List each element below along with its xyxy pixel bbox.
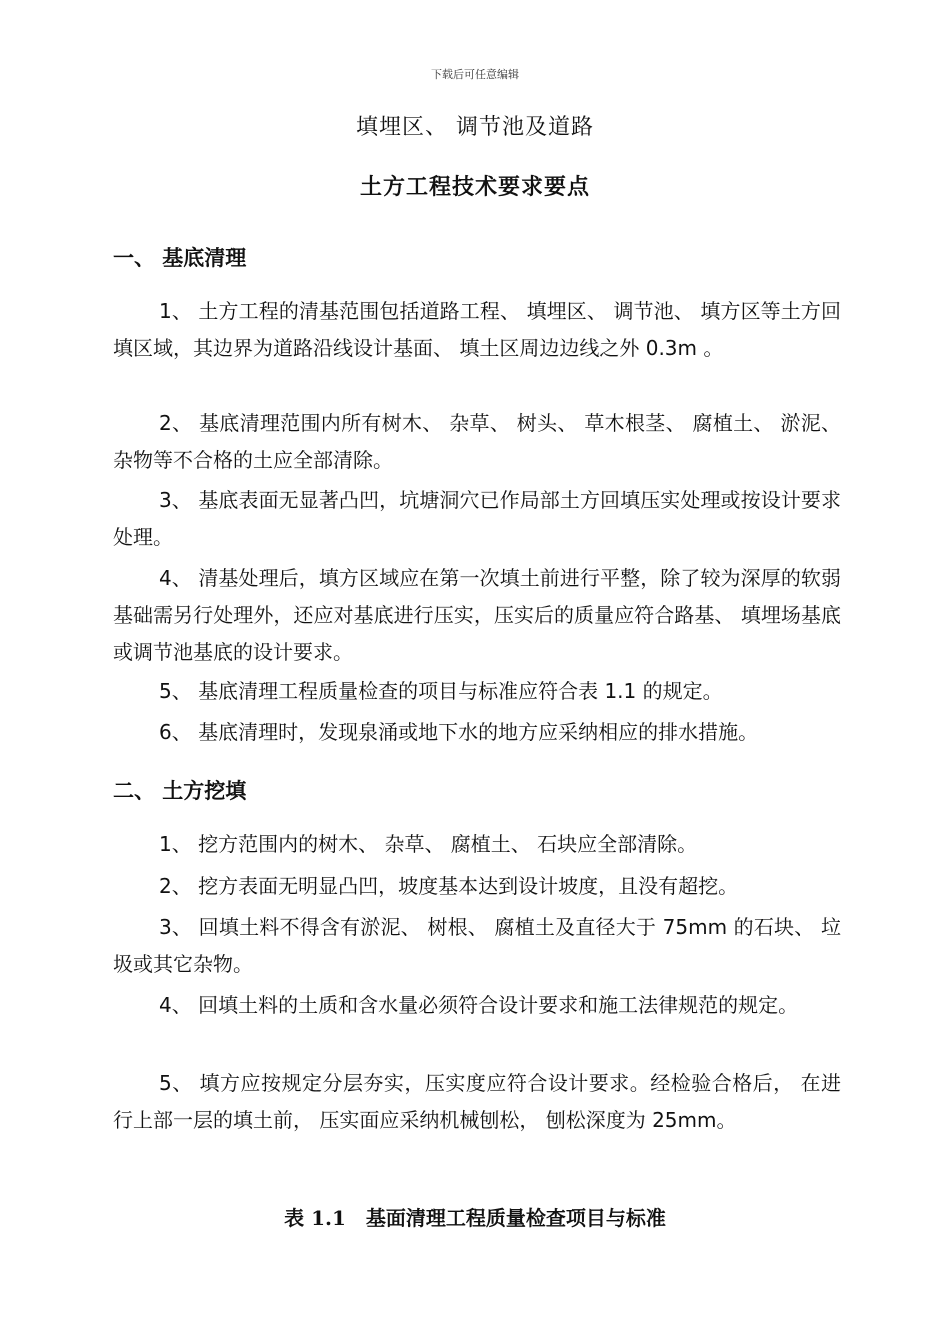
paragraph-1-5: 5、 基底清理工程质量检查的项目与标准应符合表 1.1 的规定。 (159, 679, 723, 703)
section-heading-2: 二、 土方挖填 (113, 779, 247, 803)
paragraph-2-4: 4、 回填土料的土质和含水量必须符合设计要求和施工法律规范的规定。 (159, 993, 799, 1017)
paragraph-2-5: 5、 填方应按规定分层夯实，压实度应符合设计要求。经检验合格后， 在进行上部一层的填土前， 压实面应采纳机械刨松， 刨松深度为 25mm。 (113, 1071, 841, 1132)
paragraph-1-6: 6、 基底清理时，发现泉涌或地下水的地方应采纳相应的排水措施。 (159, 720, 759, 744)
paragraph-2-1: 1、 挖方范围内的树木、 杂草、 腐植土、 石块应全部清除。 (159, 832, 698, 856)
table-caption: 表 1.1 基面清理工程质量检查项目与标准 (284, 1206, 666, 1230)
section-heading-1: 一、 基底清理 (113, 246, 247, 270)
header-note: 下载后可任意编辑 (431, 68, 519, 81)
document-title-line-2: 土方工程技术要求要点 (359, 175, 590, 200)
paragraph-1-4: 4、 清基处理后，填方区域应在第一次填土前进行平整，除了较为深厚的软弱基础需另行处理外，还应对基底进行压实，压实后的质量应符合路基、 填埋场基底或调节池基底的设计要求。 (113, 566, 841, 664)
document-title-line-1: 填埋区、 调节池及道路 (356, 115, 594, 140)
paragraph-2-2: 2、 挖方表面无明显凸凹，坡度基本达到设计坡度，且没有超挖。 (159, 874, 739, 898)
paragraph-1-2: 2、 基底清理范围内所有树木、 杂草、 树头、 草木根茎、 腐植土、 淤泥、 杂物等不合格的土应全部清除。 (113, 411, 841, 472)
paragraph-2-3: 3、 回填土料不得含有淤泥、 树根、 腐植土及直径大于 75mm 的石块、 垃圾或其它杂物。 (113, 915, 841, 976)
paragraph-1-1: 1、 土方工程的清基范围包括道路工程、 填埋区、 调节池、 填方区等土方回填区域，其边界为道路沿线设计基面、 填土区周边边线之外 0.3m 。 (113, 299, 841, 360)
paragraph-1-3: 3、 基底表面无显著凸凹，坑塘洞穴已作局部土方回填压实处理或按设计要求处理。 (113, 488, 841, 549)
